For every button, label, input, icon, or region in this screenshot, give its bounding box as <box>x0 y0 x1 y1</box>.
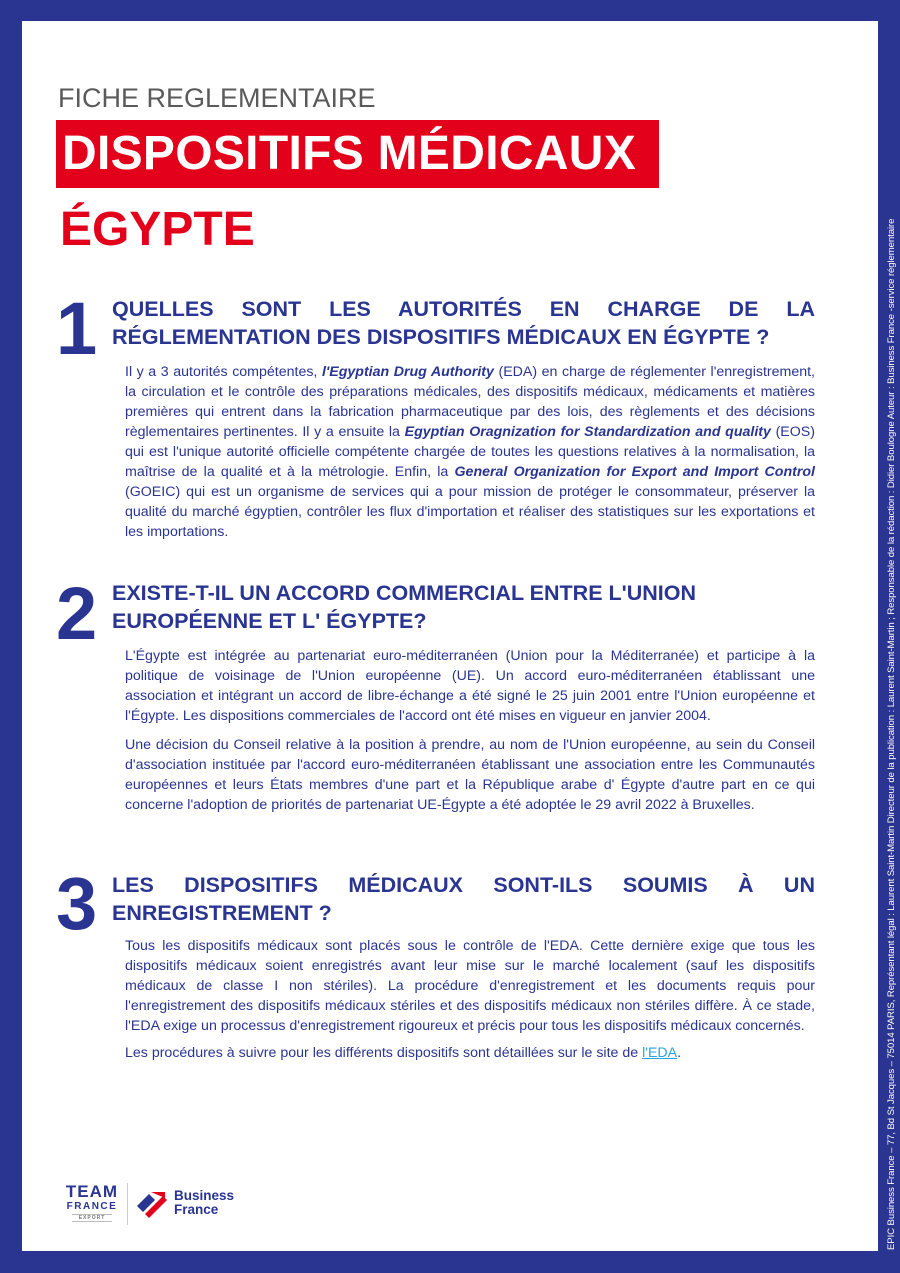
section-2-paragraph-2: Une décision du Conseil relative à la position à prendre, au nom de l'Union européenne, au sein du Conseil d'association instituée par l'accord euro-méditerranéen établissant une association entre les Communautés européennes et leurs États membres d'une part et la République arabe d' Égypte d'autre part en ce qui concerne l'adoption de priorités de partenariat UE-Égypte a été adoptée le 29 avril 2022 à Bruxelles. <box>125 737 815 813</box>
section-1-text-1: Il y a 3 autorités compétentes, <box>125 364 322 380</box>
section-3-title <box>112 871 815 927</box>
document-page <box>22 21 878 1251</box>
section-3-number: 3 <box>56 862 98 945</box>
section-1-text-4: (GOEIC) qui est un organisme de services qui a pour mission de protéger le consommateur, préserver la qualité du marché égyptien, contrôler les flux d'importation et réaliser des statistiques sur les exportations et les importations. <box>125 484 815 540</box>
section-3-title-line1: LES DISPOSITIFS MÉDICAUX SONT-ILS SOUMIS À UN <box>112 873 815 897</box>
section-2-paragraph-1: L'Égypte est intégrée au partenariat euro-méditerranéen (Union pour la Méditerranée) et participe à la politique de voisinage de l'Union européenne (UE). Un accord euro-méditerranéen établissant une association et intégrant un accord de libre-échange a été signé le 25 juin 2001 entre l'Union européenne et l'Égypte. Les dispositions commerciales de l'accord ont été mises en vigueur en janvier 2004. <box>125 648 815 724</box>
authority-eos: Egyptian Oragnization for Standardization and quality <box>404 424 771 440</box>
section-3-paragraph-1: Tous les dispositifs médicaux sont placés sous le contrôle de l'EDA. Cette dernière exige que tous les dispositifs médicaux soient enregistrés avant leur mise sur le marché localement (sauf les dispositifs médicaux de classe I non stériles). La procédure d'enregistrement et les documents requis pour l'enregistrement des dispositifs médicaux stériles et des dispositifs médicaux non stériles diffère. À ce stade, l'EDA exige un processus d'enregistrement rigoureux et précis pour tous les dispositifs médicaux concernés. <box>125 938 815 1034</box>
business-france-logo-text <box>174 1189 234 1217</box>
section-3-paragraph-2 <box>125 1043 815 1063</box>
section-1-number: 1 <box>56 287 98 370</box>
authority-goeic: General Organization for Export and Import Control <box>454 464 815 480</box>
section-1-text-3: (EOS) qui est l'unique autorité officielle compétente chargée de toutes les questions relatives à la normalisation, la maîtrise de la qualité et à la métrologie. Enfin, la <box>125 424 815 480</box>
side-legal-text: EPIC Business France – 77, Bd St Jacques – 75014 PARIS, Représentant légal : Laurent Saint-Martin Directeur de la publication : Laurent Saint-Martin ; Responsable de la rédaction : Didier Boulogne Auteur : Business France -service réglementaire <box>886 218 897 1250</box>
section-1-text-2: (EDA) en charge de réglementer l'enregistrement, la circulation et le contrôle des préparations médicales, des dispositifs médicaux, médicaments et matières premières qui entrent dans la fabrication pharmaceutique par des lois, des règlements et des décisions règlementaires pertinentes. Il y a ensuite la <box>125 364 815 440</box>
section-3-text: Les procédures à suivre pour les différents dispositifs sont détaillées sur le site de <box>125 1045 643 1061</box>
section-1-title <box>112 295 815 351</box>
section-2-title <box>112 579 815 635</box>
section-1-paragraph <box>125 362 815 542</box>
section-2-title-line2: EUROPÉENNE ET L' ÉGYPTE? <box>112 609 427 633</box>
document-title: DISPOSITIFS MÉDICAUX <box>62 127 637 180</box>
section-3-text-end: . <box>677 1045 682 1061</box>
logo-france-word-2: France <box>174 1202 219 1217</box>
logo-business-word: Business <box>174 1188 235 1203</box>
logo-divider <box>127 1183 128 1225</box>
business-france-mark-icon <box>135 1188 169 1220</box>
section-1-title-line1: QUELLES SONT LES AUTORITÉS EN CHARGE DE LA <box>112 297 815 321</box>
section-2-number: 2 <box>56 572 98 655</box>
logo-export-word: EXPORT <box>72 1214 112 1222</box>
section-3-title-line2: ENREGISTREMENT ? <box>112 901 332 925</box>
document-country: ÉGYPTE <box>60 203 255 256</box>
section-2-title-line1: EXISTE-T-IL UN ACCORD COMMERCIAL ENTRE L'UNION <box>112 581 697 605</box>
logo-team-word: TEAM <box>65 1182 119 1201</box>
eda-link[interactable]: l'EDA <box>642 1045 678 1061</box>
document-kicker: FICHE REGLEMENTAIRE <box>58 83 376 113</box>
team-france-export-logo <box>64 1183 120 1222</box>
logo-france-word: FRANCE <box>66 1201 118 1212</box>
section-1-title-line2: RÉGLEMENTATION DES DISPOSITIFS MÉDICAUX EN ÉGYPTE ? <box>112 325 770 349</box>
authority-eda: l'Egyptian Drug Authority <box>321 364 494 380</box>
